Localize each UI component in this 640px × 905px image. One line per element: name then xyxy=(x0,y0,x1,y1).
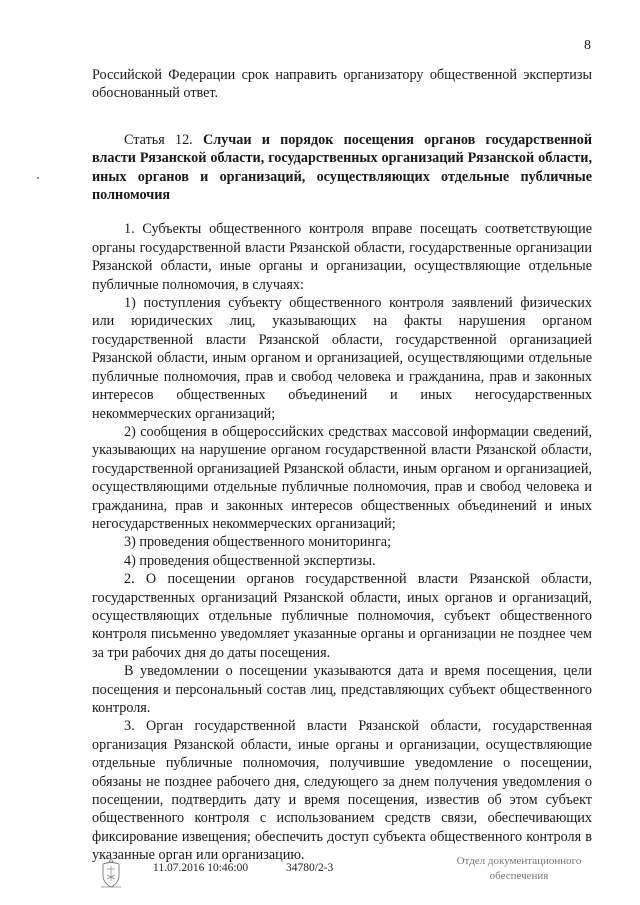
paragraph: 2) сообщения в общероссийских средствах массовой информации сведений, указывающих на нарушение органом государственной власти Рязанской области, государственной организацией Рязанской области, иным органом и организацией, осуществляющими отдельные публичные полномочия, прав и свобод человека и гражданина, прав и законных интересов общественных объединений и иных негосударственных некоммерческих организаций; xyxy=(92,423,592,532)
paragraph: 1. Субъекты общественного контроля вправе посещать соответствующие органы государственной власти Рязанской области, государственные организации Рязанской области, иные органы и организации, осуществляющие отдельные публичные полномочия, в случаях: xyxy=(92,221,592,293)
footer xyxy=(0,854,640,894)
document-body xyxy=(92,66,592,865)
scan-speck xyxy=(37,177,39,179)
article-number: Статья 12. xyxy=(124,131,203,148)
footer-doc-number: 34780/2-3 xyxy=(286,862,334,874)
paragraph-continuation: Российской Федерации срок направить организатору общественной экспертизы обоснованный ответ. xyxy=(92,67,592,102)
paragraph: 3. Орган государственной власти Рязанской области, государственная организация Рязанской области, иные органы и организации, осуществляющие отдельные публичные полномочия, получившие уведомление о посещении, обязаны не позднее рабочего дня, следующего за днем получения уведомления о посещении, подтвердить дату и время посещения, известив об этом субъект общественного контроля с использованием средств связи, обеспечивающих фиксирование извещения; обеспечить доступ субъекта общественного контроля в указанные орган или организацию. xyxy=(92,718,592,864)
paragraph: 1) поступления субъекту общественного контроля заявлений физических или юридических лиц, указывающих на факты нарушения органом государственной власти Рязанской области, государственной организацией Рязанской области, иным органом и организацией, осуществляющими отдельные публичные полномочия, прав и свобод человека и гражданина, прав и законных интересов общественных объединений и иных негосударственных некоммерческих организаций; xyxy=(92,295,592,422)
page-number: 8 xyxy=(584,38,591,53)
paragraph: 3) проведения общественного мониторинга; xyxy=(124,534,392,551)
department-stamp xyxy=(454,854,584,884)
paragraph: 4) проведения общественной экспертизы. xyxy=(124,552,376,569)
paragraph: 2. О посещении органов государственной власти Рязанской области, государственных организаций Рязанской области, иных органов и организаций, осуществляющих отдельные публичные полномочия, субъект общественного контроля письменно уведомляет указанные органы и организации не позднее чем за три рабочих дня до даты посещения. xyxy=(92,571,592,661)
article-title: Случаи и порядок посещения органов государственной власти Рязанской области, государственных организаций Рязанской области, иных органов и организаций, осуществляющих отдельные публичные полномочия xyxy=(92,131,592,204)
stamp-line: Отдел документационного xyxy=(456,855,582,867)
paragraph: В уведомлении о посещении указываются дата и время посещения, цели посещения и персональный состав лиц, представляющих субъект общественного контроля. xyxy=(92,663,592,716)
article-heading xyxy=(92,131,592,205)
footer-datetime: 11.07.2016 10:46:00 xyxy=(153,862,249,874)
stamp-line: обеспечения xyxy=(489,870,549,882)
